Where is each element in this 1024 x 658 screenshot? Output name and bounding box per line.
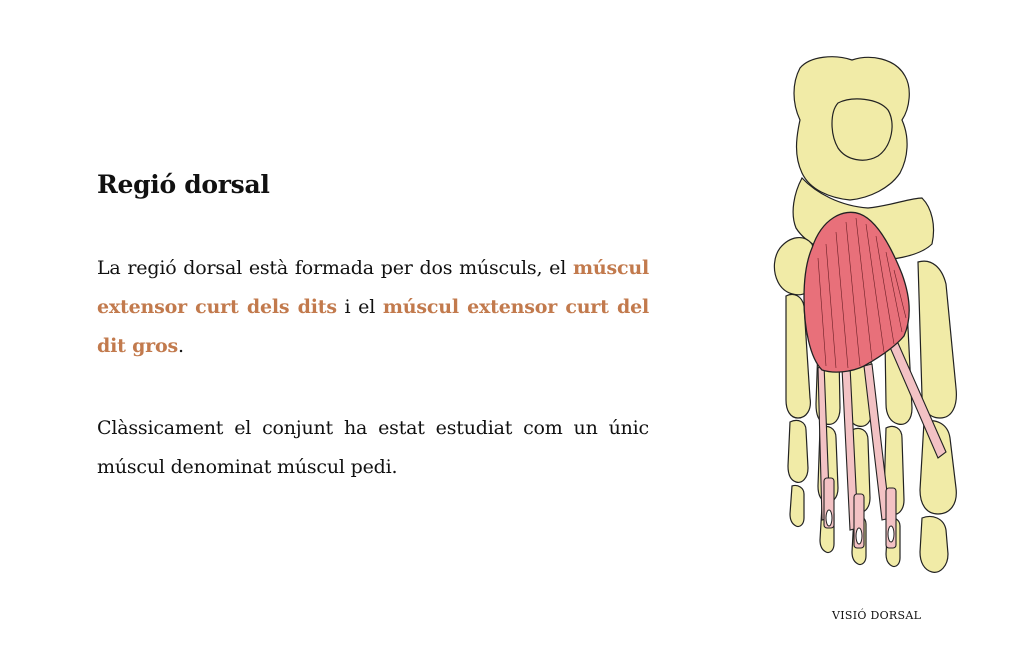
foot-dorsal-illustration xyxy=(760,48,990,588)
intro-text-1: La regió dorsal està formada per dos músculs, el xyxy=(97,257,573,279)
extensor-hallucis-brevis-link[interactable]: múscul extensor curt del dit gros xyxy=(97,296,649,357)
intro-paragraph xyxy=(97,249,649,366)
figure-caption: VISIÓ DORSAL xyxy=(832,609,922,622)
section-title: Regió dorsal xyxy=(97,170,270,199)
classic-paragraph: Clàssicament el conjunt ha estat estudiat com un únic múscul denominat múscul pedi. xyxy=(97,417,649,478)
intro-text-3: . xyxy=(177,335,184,357)
intro-text-2: i el xyxy=(336,296,383,318)
extensor-digitorum-brevis-link[interactable]: múscul extensor curt dels dits xyxy=(97,257,649,318)
